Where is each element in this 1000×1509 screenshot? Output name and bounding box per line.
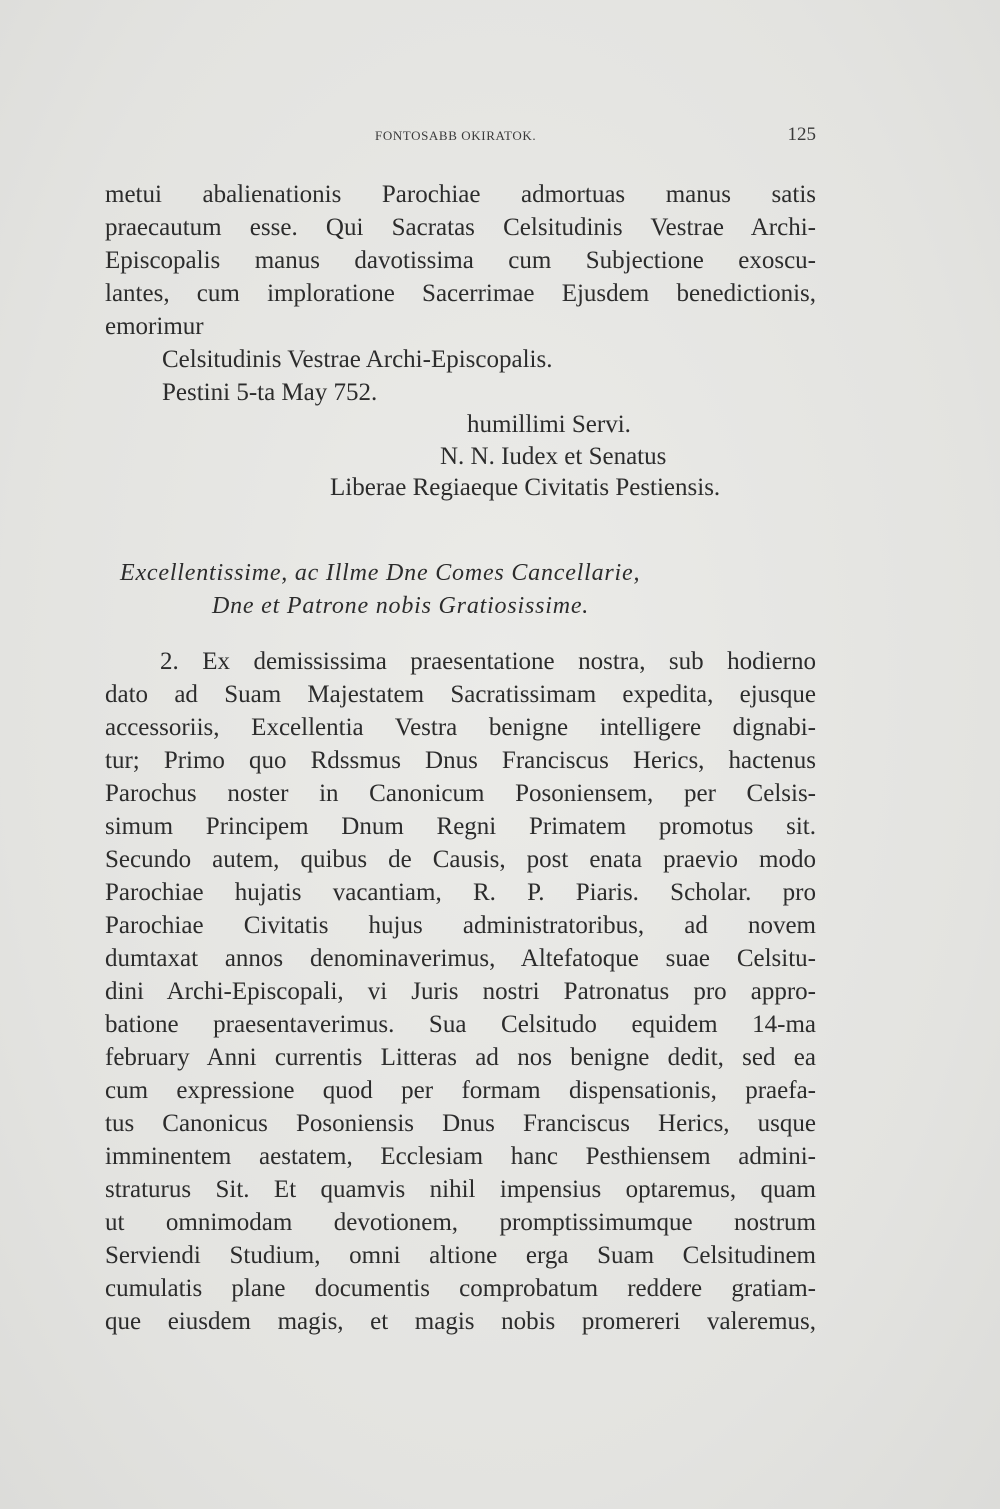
- text-line: Episcopalis manus davotissima cum Subjectione exoscu-: [105, 247, 816, 274]
- text-line: Serviendi Studium, omni altione erga Suam Celsitudinem: [105, 1242, 816, 1269]
- text-line: que eiusdem magis, et magis nobis promereri valeremus,: [105, 1308, 816, 1335]
- text-line: february Anni currentis Litteras ad nos benigne dedit, sed ea: [105, 1044, 816, 1071]
- text-line: dini Archi-Episcopali, vi Juris nostri Patronatus pro appro-: [105, 978, 816, 1005]
- text-line: tus Canonicus Posoniensis Dnus Franciscus Herics, usque: [105, 1110, 816, 1137]
- date-line: Pestini 5-ta May 752.: [162, 379, 378, 406]
- text-line: tur; Primo quo Rdssmus Dnus Franciscus Herics, hactenus: [105, 747, 816, 774]
- text-line: Parochus noster in Canonicum Posoniensem, per Celsis-: [105, 780, 816, 807]
- text-line: ut omnimodam devotionem, promptissimumque nostrum: [105, 1209, 816, 1236]
- signature-line: Liberae Regiaeque Civitatis Pestiensis.: [330, 474, 721, 501]
- text-line: metui abalienationis Parochiae admortuas manus satis: [105, 181, 816, 208]
- signature-line: humillimi Servi.: [467, 411, 631, 438]
- text-line: dato ad Suam Majestatem Sacratissimam expedita, ejusque: [105, 681, 816, 708]
- text-line: batione praesentaverimus. Sua Celsitudo equidem 14-ma: [105, 1011, 816, 1038]
- address-heading: Dne et Patrone nobis Gratiosissime.: [212, 593, 590, 619]
- text-line: praecautum esse. Qui Sacratas Celsitudinis Vestrae Archi-: [105, 214, 816, 241]
- text-line: 2. Ex demississima praesentatione nostra, sub hodierno: [160, 648, 816, 675]
- text-line: imminentem aestatem, Ecclesiam hanc Pesthiensem admini-: [105, 1143, 816, 1170]
- text-line: accessoriis, Excellentia Vestra benigne intelligere dignabi-: [105, 714, 816, 741]
- text-line: Parochiae hujatis vacantiam, R. P. Piaris. Scholar. pro: [105, 879, 816, 906]
- salutation-line: Celsitudinis Vestrae Archi-Episcopalis.: [162, 346, 553, 373]
- text-line: cum expressione quod per formam dispensationis, praefa-: [105, 1077, 816, 1104]
- text-line: Secundo autem, quibus de Causis, post enata praevio modo: [105, 846, 816, 873]
- text-line: Parochiae Civitatis hujus administratoribus, ad novem: [105, 912, 816, 939]
- text-line: emorimur: [105, 313, 204, 340]
- text-line: dumtaxat annos denominaverimus, Altefatoque suae Celsitu-: [105, 945, 816, 972]
- page-number: 125: [787, 124, 816, 145]
- page-header: [105, 124, 816, 154]
- address-heading: Excellentissime, ac Illme Dne Comes Cancellarie,: [120, 560, 641, 586]
- signature-line: N. N. Iudex et Senatus: [440, 443, 667, 470]
- text-line: simum Principem Dnum Regni Primatem promotus sit.: [105, 813, 816, 840]
- text-line: lantes, cum imploratione Sacerrimae Ejusdem benedictionis,: [105, 280, 816, 307]
- running-head: FONTOSABB OKIRATOK.: [375, 128, 537, 143]
- text-line: cumulatis plane documentis comprobatum reddere gratiam-: [105, 1275, 816, 1302]
- text-line: straturus Sit. Et quamvis nihil impensius optaremus, quam: [105, 1176, 816, 1203]
